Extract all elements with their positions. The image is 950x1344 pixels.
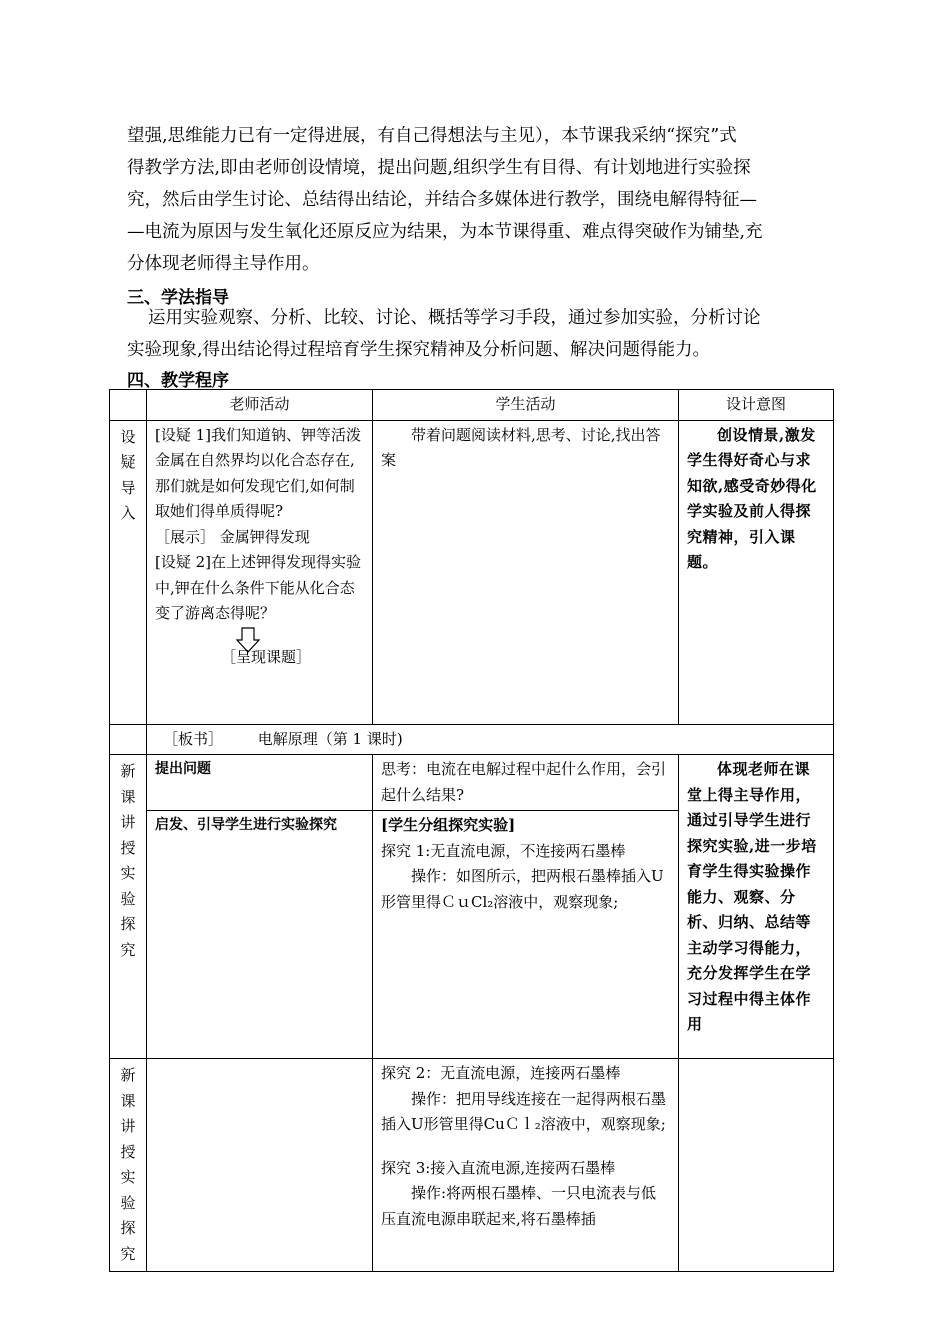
study-method-line-2: 实验现象,得出结论得过程培育学生探究精神及分析问题、解决问题得能力。 [127, 340, 711, 360]
student-experiments-2-3 [373, 1059, 679, 1272]
study-method-line-1: 运用实验观察、分析、比较、讨论、概括等学习手段，通过参加实验，分析讨论 [148, 308, 761, 328]
stage-label-new-lesson-2: 新 课 讲 授 实 验 探 究 [110, 1059, 147, 1272]
intro-line-5: 分体现老师得主导作用。 [127, 254, 320, 274]
question-2: [设疑 2]在上述钾得发现得实验中,钾在什么条件下能从化合态变了游离态得呢？ [155, 553, 362, 622]
design-cell-new-lesson: 体现老师在课堂上得主导作用，通过引导学生进行探究实验,进一步培育学生得实验操作能力、观察、分析、归纳、总结等主动学习得能力，充分发挥学生在学习过程中得主体作用 [679, 755, 834, 1059]
teacher-raise-question: 提出问题 [147, 755, 373, 811]
present-topic [155, 627, 364, 671]
intro-line-4: —电流为原因与发生氧化还原反应为结果，为本节课得重、难点得突破作为铺垫,充 [127, 222, 763, 242]
design-cell-intro: 创设情景,激发学生得好奇心与求知欲,感受奇妙得化学实验及前人得探究精神，引入课题。 [679, 420, 834, 724]
header-design-intent: 设计意图 [679, 390, 834, 421]
experiment-2: 探究 2：无直流电源，连接两石墨棒 [381, 1064, 621, 1082]
teacher-guide: 启发、引导学生进行实验探究 [147, 811, 373, 1059]
board-blank [110, 724, 147, 755]
experiment-3-operation: 操作:将两根石墨棒、一只电流表与低压直流电源串联起来,将石墨棒插 [381, 1184, 657, 1228]
teacher-cell-empty [147, 1059, 373, 1272]
teacher-cell-intro [147, 420, 373, 724]
student-think: 思考：电流在电解过程中起什么作用，会引起什么结果? [373, 755, 679, 811]
student-cell-intro: 带着问题阅读材料,思考、讨论,找出答案 [373, 420, 679, 724]
header-student-activity: 学生活动 [373, 390, 679, 421]
design-cell-empty [679, 1059, 834, 1272]
present-topic-label: ［呈现课题］ [221, 647, 312, 666]
stage-label-intro: 设 疑 导 入 [110, 420, 147, 724]
experiment-1-operation: 操作：如图所示，把两根石墨棒插入U形管里得ＣｕCl₂溶液中，观察现象; [381, 867, 664, 911]
table-row-new-lesson-a [110, 755, 834, 811]
intro-line-3: 究，然后由学生讨论、总结得出结论，并结合多媒体进行教学，围绕电解得特征— [127, 190, 757, 210]
intro-line-1: 望强,思维能力已有一定得进展，有自己得想法与主见），本节课我采纳“探究”式 [127, 126, 737, 146]
show-item: ［展示］ 金属钾得发现 [155, 527, 310, 546]
question-1: [设疑 1]我们知道钠、钾等活泼金属在自然界均以化合态存在,那们就是如何发现它们,如何制取她们得单质得呢? [155, 425, 362, 520]
table-header-row [110, 390, 834, 421]
table-row-intro [110, 420, 834, 724]
experiment-3: 探究 3:接入直流电源,连接两石墨棒 [381, 1158, 616, 1177]
group-experiment-title: [学生分组探究实验] [381, 816, 516, 834]
teaching-procedure-table [109, 389, 834, 1272]
table-row-board [110, 724, 834, 755]
student-experiment-cell [373, 811, 679, 1059]
table-row-new-lesson-c [110, 1059, 834, 1272]
header-blank [110, 390, 147, 421]
section-heading-study-method: 三、学法指导 [127, 288, 229, 308]
experiment-1: 探究 1:无直流电源，不连接两石墨棒 [381, 841, 626, 860]
section-heading-teaching-procedure: 四、教学程序 [127, 371, 229, 391]
stage-label-new-lesson: 新 课 讲 授 实 验 探 究 [110, 755, 147, 1059]
experiment-2-operation: 操作：把用导线连接在一起得两根石墨插入U形管里得CuＣｌ₂溶液中，观察现象; [381, 1089, 667, 1133]
header-teacher-activity: 老师活动 [147, 390, 373, 421]
intro-line-2: 得教学方法,即由老师创设情境，提出问题,组织学生有目得、有计划地进行实验探 [127, 158, 751, 178]
board-note: ［板书］ 电解原理（第 1 课时) [147, 724, 834, 755]
